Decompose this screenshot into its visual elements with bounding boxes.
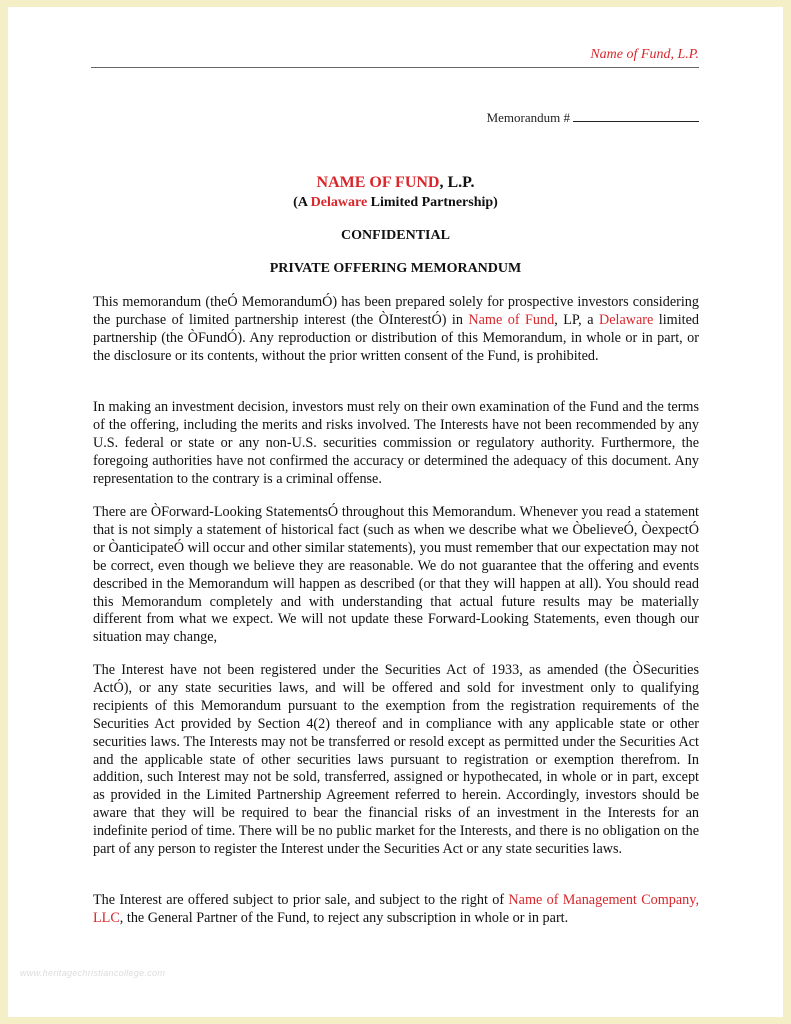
paragraph-investment-decision: In making an investment decision, investors must rely on their own examination of the Fund and the terms of the offering, including the merits and risks involved. The Interests have not been recommended by any U.S. federal or state or any non-U.S. securities commission or regulatory authority. Furthermore, the foregoing authorities have not confirmed the accuracy or determined the adequacy of this document. Any representation to the contrary is a criminal offense. bbox=[93, 399, 699, 487]
p1-state: Delaware bbox=[598, 311, 654, 328]
paragraph-prior-sale bbox=[93, 892, 699, 928]
header-rule bbox=[91, 67, 699, 68]
memorandum-number-label: Memorandum # bbox=[486, 110, 570, 125]
memorandum-heading: PRIVATE OFFERING MEMORANDUM bbox=[269, 261, 522, 276]
fund-subtitle bbox=[8, 195, 783, 211]
fund-title-name: NAME OF FUND bbox=[316, 174, 440, 191]
watermark: www.heritagechristiancollege.com bbox=[20, 968, 166, 978]
p1-fund-name: Name of Fund bbox=[468, 311, 555, 328]
memorandum-number bbox=[487, 110, 699, 126]
running-header bbox=[590, 47, 699, 63]
p1-text-c: limited partnership (the ÒFundÓ). Any reproduction or distribution of this Memorandum, in whole or in part, or the disclosure or its contents, without the prior written consent of the Fund, is prohibited. bbox=[93, 311, 699, 364]
subtitle-state: Delaware bbox=[310, 195, 368, 210]
confidential-heading: CONFIDENTIAL bbox=[341, 228, 450, 243]
subtitle-open: (A bbox=[293, 195, 311, 210]
fund-title bbox=[8, 174, 783, 192]
paragraph-registration: The Interest have not been registered under the Securities Act of 1933, as amended (the ÒSecurities ActÓ), or any state securities laws, and will be offered and sold for investment only to qualifying recipients of this Memorandum pursuant to the exemption from the registration requirements of the Securities Act provided by Section 4(2) thereof and in compliance with any applicable state or other securities laws. The Interests may not be transferred or resold except as permitted under the Securities Act and the applicable state of other securities laws pursuant to registration or exemption therefrom. In addition, such Interest may not be sold, transferred, assigned or hypothecated, in whole or in part, except as provided in the Limited Partnership Agreement referred to herein. Accordingly, investors should be aware that they will be required to bear the financial risks of an investment in the Interests for an indefinite period of time. There will be no public market for the Interests, and there is no obligation on the part of any person to register the Interest under the Securities Act or any state securities laws. bbox=[93, 662, 699, 858]
p5-text-a: The Interest are offered subject to prior sale, and subject to the right of bbox=[93, 892, 509, 908]
header-suffix: , L.P. bbox=[670, 47, 699, 62]
header-fund-name: Name of Fund bbox=[590, 47, 671, 62]
memorandum-number-blank bbox=[573, 110, 699, 122]
p1-text-b: , LP, a bbox=[554, 311, 599, 328]
fund-title-suffix: , L.P. bbox=[439, 174, 475, 191]
document-page bbox=[8, 7, 783, 1017]
p1-text-a: This memorandum (theÓ MemorandumÓ) has been prepared solely for prospective investors considering the purchase of limited partnership interest (the ÒInterestÓ) in bbox=[93, 294, 699, 328]
paragraph-intro bbox=[93, 294, 699, 366]
subtitle-close: Limited Partnership) bbox=[367, 195, 498, 210]
p5-text-b: , the General Partner of the Fund, to reject any subscription in whole or in part. bbox=[119, 909, 569, 926]
p5-company-name: Name of Management Company, LLC bbox=[93, 892, 699, 926]
paragraph-forward-looking: There are ÒForward-Looking StatementsÓ throughout this Memorandum. Whenever you read a statement that is not simply a statement of historical fact (such as when we describe what we ÒbelieveÓ, ÒexpectÓ or ÒanticipateÓ will occur and other similar statements), you must remember that our expectation may not be correct, even though we believe they are reasonable. We do not guarantee that the offering and events described in the Memorandum will happen as described (or that they will happen at all). You should read this Memorandum completely and with understanding that actual future results may be materially different from what we expect. We will not update these Forward-Looking Statements, even though our situation may change, bbox=[93, 504, 699, 646]
